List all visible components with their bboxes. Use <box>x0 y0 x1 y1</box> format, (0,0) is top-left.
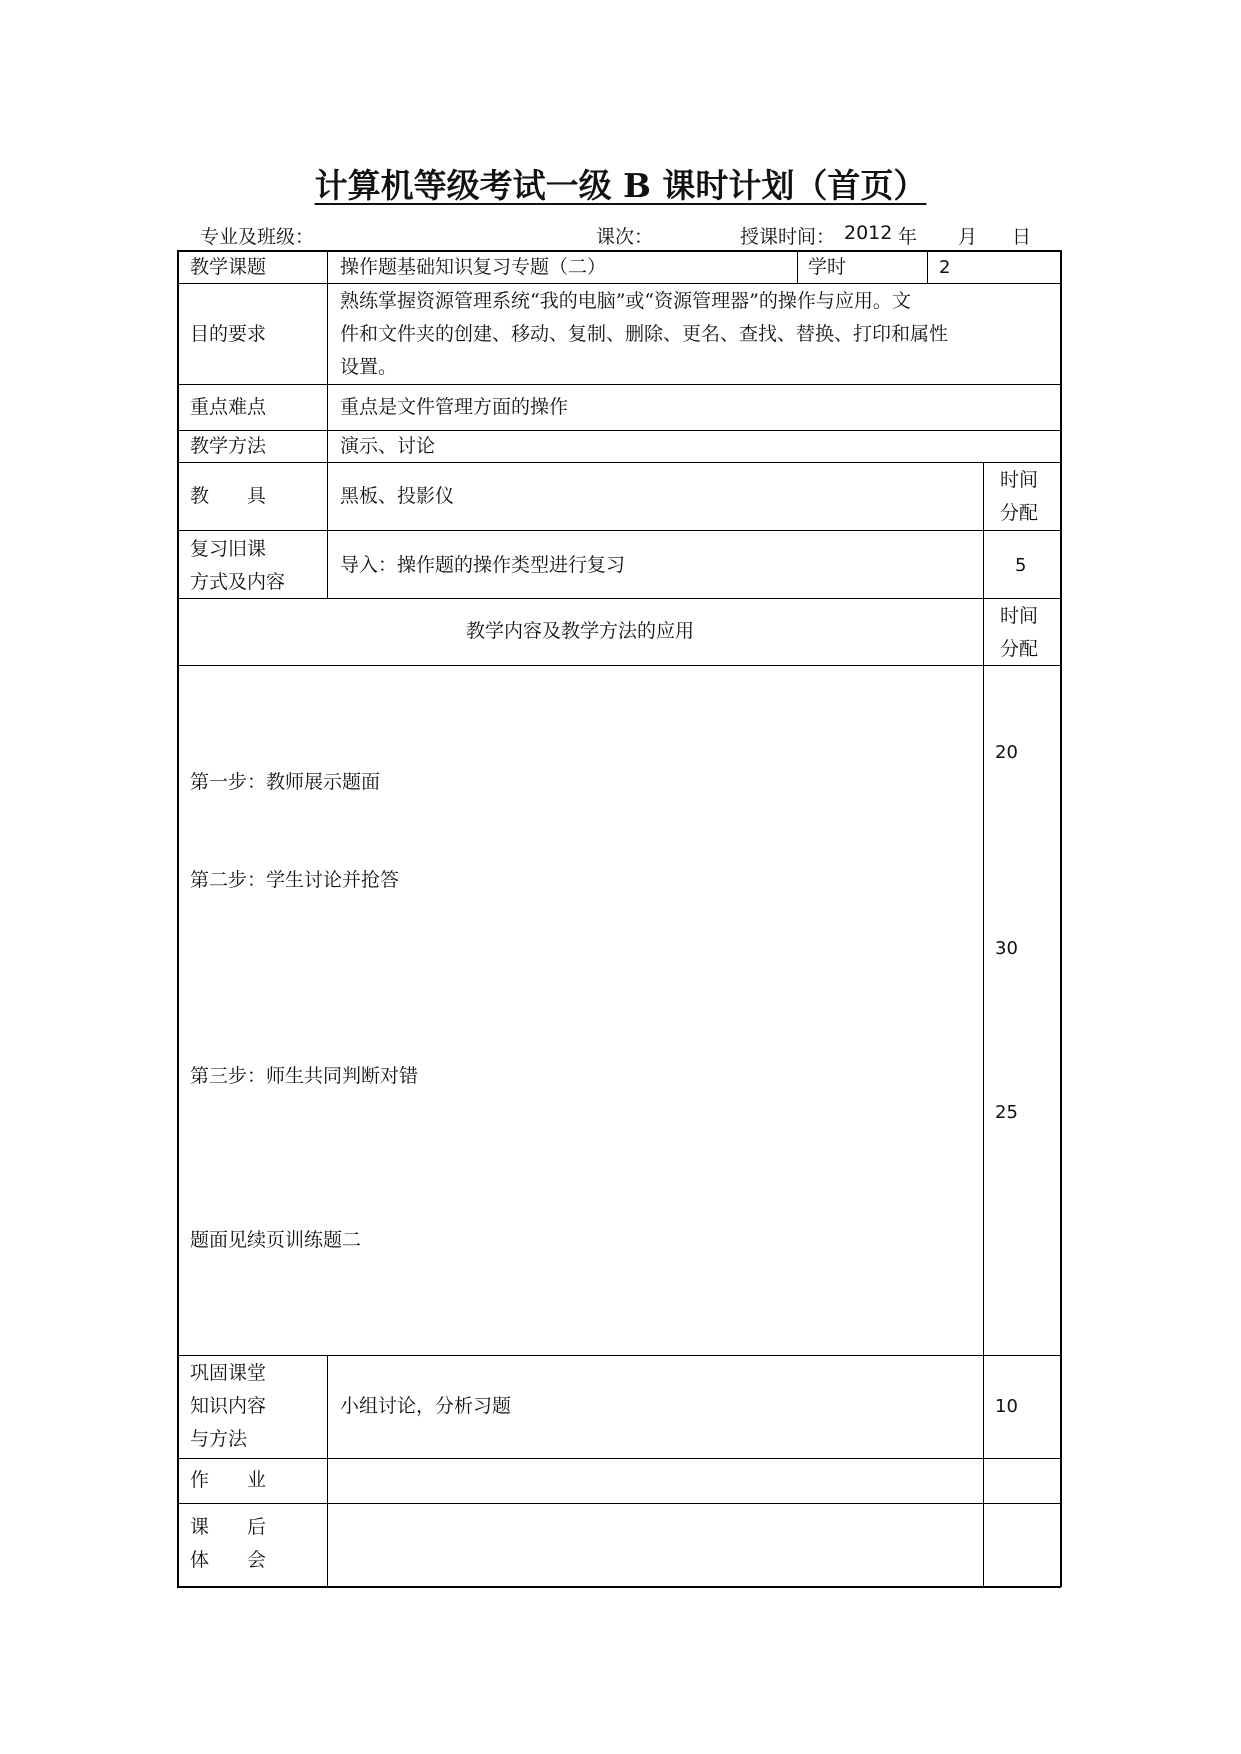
hours-value: 2 <box>939 257 951 278</box>
consolidate-label-line-3: 与方法 <box>190 1428 248 1450</box>
content-header: 教学内容及教学方法的应用 <box>465 620 694 642</box>
step-3: 第三步：师生共同判断对错 <box>190 1065 419 1087</box>
time-header-1-line-2: 分配 <box>1000 502 1039 524</box>
tools-value: 黑板、投影仪 <box>340 485 455 507</box>
goals-label: 目的要求 <box>190 323 267 345</box>
lesson-label: 课次： <box>596 226 654 248</box>
year-unit: 年 <box>898 226 918 248</box>
year-value: 2012 <box>844 222 893 244</box>
goals-line-1: 熟练掌握资源管理系统“我的电脑”或“资源管理器”的操作与应用。文 <box>340 290 911 312</box>
class-label: 专业及班级： <box>200 226 315 248</box>
day-unit: 日 <box>1012 226 1032 248</box>
tools-label: 教 具 <box>190 485 267 507</box>
document-title-text: 计算机等级考试一级 B 课时计划（首页） <box>314 166 927 205</box>
goals-line-2: 件和文件夹的创建、移动、复制、删除、更名、查找、替换、打印和属性 <box>340 323 949 345</box>
step-note: 题面见续页训练题二 <box>190 1229 362 1251</box>
goals-line-3: 设置。 <box>340 356 398 378</box>
reflection-label-line-2: 体 会 <box>190 1549 267 1571</box>
month-unit: 月 <box>958 226 978 248</box>
key-points-value: 重点是文件管理方面的操作 <box>340 396 569 418</box>
time-header-1-line-1: 时间 <box>1000 469 1039 491</box>
reflection-label-line-1: 课 后 <box>190 1516 267 1538</box>
topic-label: 教学课题 <box>190 256 267 278</box>
review-value: 导入：操作题的操作类型进行复习 <box>340 554 626 576</box>
step-time-3: 25 <box>995 1102 1018 1123</box>
review-time: 5 <box>1015 555 1027 576</box>
consolidate-label-line-2: 知识内容 <box>190 1395 267 1417</box>
consolidate-value: 小组讨论，分析习题 <box>340 1395 512 1417</box>
method-label: 教学方法 <box>190 435 267 457</box>
time-header-2-line-1: 时间 <box>1000 605 1039 627</box>
key-points-label: 重点难点 <box>190 396 267 418</box>
consolidate-label-line-1: 巩固课堂 <box>190 1362 267 1384</box>
topic-value: 操作题基础知识复习专题（二） <box>340 256 607 278</box>
time-header-2-line-2: 分配 <box>1000 638 1039 660</box>
time-label: 授课时间： <box>740 226 836 248</box>
consolidate-time: 10 <box>995 1396 1018 1417</box>
step-time-2: 30 <box>995 938 1018 959</box>
document-title <box>0 160 1241 207</box>
step-1: 第一步：教师展示题面 <box>190 771 381 793</box>
review-label-line-2: 方式及内容 <box>190 571 286 593</box>
homework-label: 作 业 <box>190 1469 267 1491</box>
review-label-line-1: 复习旧课 <box>190 538 267 560</box>
step-time-1: 20 <box>995 742 1018 763</box>
hours-label: 学时 <box>808 256 847 278</box>
step-2: 第二步：学生讨论并抢答 <box>190 869 400 891</box>
method-value: 演示、讨论 <box>340 435 436 457</box>
